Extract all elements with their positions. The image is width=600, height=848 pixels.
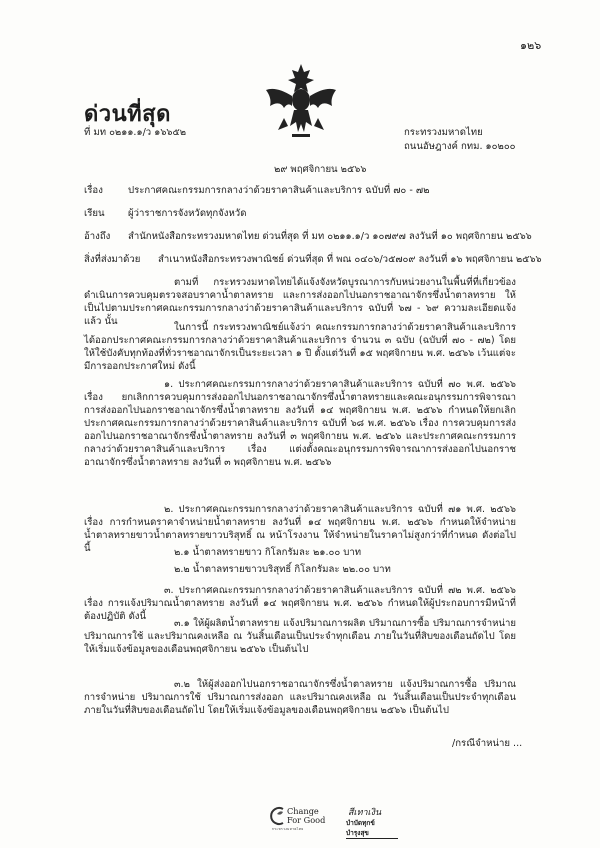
list-subitem-refined-sugar: ๒.๒ น้ำตาลทรายขาวบริสุทธิ์ กิโลกรัมละ ๒๒.๐๐ บาท [174,564,391,575]
list-item-announcement-71: ๒. ประกาศคณะกรรมการกลางว่าด้วยราคาสินค้าและบริการ ฉบับที่ ๗๑ พ.ศ. ๒๕๖๖ เรื่อง การกำหนดราคาจำหน่ายน้ำตาลทราย ลงวันที่ ๑๔ พฤศจิกายน พ.ศ. ๒๕๖๖ กำหนดให้จำหน่ายน้ำตาลทรายขาวน้ำตาลทรายขาวบริสุทธิ์ ณ หน้าโรงงาน ให้จำหน่ายในราคาไม่สูงกว่าที่กำหนด ดังต่อไปนี้ [84,504,516,554]
leaf-c-icon [268,805,286,827]
sender-address: ถนนอัษฎางค์ กทม. ๑๐๒๐๐ [404,141,516,152]
page-number-mark: ๑๒๖ [520,39,542,52]
enclosure-label: สิ่งที่ส่งมาด้วย [84,254,141,265]
recipient-text: ผู้ว่าราชการจังหวัดทุกจังหวัด [128,208,247,219]
urgency-heading: ด่วนที่สุด [84,101,171,127]
logo-change-for-good-text: Change For Good [287,806,326,825]
list-subitem-white-sugar: ๒.๑ น้ำตาลทรายขาว กิโลกรัมละ ๒๑.๐๐ บาท [174,547,362,558]
list-item-announcement-70: ๑. ประกาศคณะกรรมการกลางว่าด้วยราคาสินค้าและบริการ ฉบับที่ ๗๐ พ.ศ. ๒๕๖๖ เรื่อง ยกเลิกการควบคุมการส่งออกไปนอกราชอาณาจักรซึ่งน้ำตาลทรายและคณะอนุกรรมการพิจารณาการส่งออกไปนอกราชอาณาจักรซึ่งน้ำตาลทราย ลงวันที่ ๑๔ พฤศจิกายน พ.ศ. ๒๕๖๖ กำหนดให้ยกเลิกประกาศคณะกรรมการกลางว่าด้วยราคาสินค้าและบริการ ฉบับที่ ๖๘ พ.ศ. ๒๕๖๖ เรื่อง การควบคุมการส่งออกไปนอกราชอาณาจักรซึ่งน้ำตาลทราย ลงวันที่ ๓ พฤศจิกายน พ.ศ. ๒๕๖๖ และประกาศคณะกรรมการกลางว่าด้วยราคาสินค้าและบริการ เรื่อง แต่งตั้งคณะอนุกรรมการพิจารณาการส่งออกไปนอกราชอาณาจักรซึ่งน้ำตาลทราย ลงวันที่ ๓ พฤศจิกายน พ.ศ. ๒๕๖๖ [84,379,516,468]
list-subitem-producer-report: ๓.๑ ให้ผู้ผลิตน้ำตาลทราย แจ้งปริมาณการผลิต ปริมาณการซื้อ ปริมาณการจำหน่าย ปริมาณการใช้ และปริมาณคงเหลือ ณ วันสิ้นเดือนเป็นประจำทุกเดือน ภายในวันที่สิบของเดือนถัดไป โดยให้เริ่มแจ้งข้อมูลของเดือนพฤศจิกายน ๒๕๖๖ เป็นต้นไป [84,618,516,655]
document-date: ๒๙ พฤศจิกายน ๒๕๖๖ [274,164,367,175]
list-subitem-exporter-report: ๓.๒ ให้ผู้ส่งออกไปนอกราชอาณาจักรซึ่งน้ำตาลทราย แจ้งปริมาณการซื้อ ปริมาณการจำหน่าย ปริมาณการใช้ ปริมาณการส่งออก และปริมาณคงเหลือ ณ วันสิ้นเดือนเป็นประจำทุกเดือนภายในวันที่สิบของเดือนถัดไป โดยให้เริ่มแจ้งข้อมูลของเดือนพฤศจิกายน ๒๕๖๖ เป็นต้นไป [84,679,516,716]
reference-text: สำนักหนังสือกระทรวงมหาดไทย ด่วนที่สุด ที่ มท ๐๒๑๑.๑/ว ๑๐๗๙๗ ลงวันที่ ๑๐ พฤศจิกายน ๒๕๖๖ [128,231,532,242]
document-number: ที่ มท ๐๒๑๑.๑/ว ๑๖๖๕๒ [84,127,187,138]
list-item-announcement-72: ๓. ประกาศคณะกรรมการกลางว่าด้วยราคาสินค้าและบริการ ฉบับที่ ๗๒ พ.ศ. ๒๕๖๖ เรื่อง การแจ้งปริมาณน้ำตาลทราย ลงวันที่ ๑๔ พฤศจิกายน พ.ศ. ๒๕๖๖ กำหนดให้ผู้ประกอบการมีหน้าที่ต้องปฏิบัติ ดังนี้ [84,585,516,622]
paragraph-announcement: ในการนี้ กระทรวงพาณิชย์แจ้งว่า คณะกรรมการกลางว่าด้วยราคาสินค้าและบริการได้ออกประกาศคณะกรรมการกลางว่าด้วยราคาสินค้าและบริการ จำนวน ๓ ฉบับ (ฉบับที่ ๗๐ - ๗๒) โดยให้ใช้บังคับทุกท้องที่ทั่วราชอาณาจักรเป็นระยะเวลา ๑ ปี ตั้งแต่วันที่ ๑๕ พฤศจิกายน พ.ศ. ๒๕๖๖ เว้นแต่จะมีการออกประกาศใหม่ ดังนี้ [84,322,516,372]
subject-text: ประกาศคณะกรรมการกลางว่าด้วยราคาสินค้าและบริการ ฉบับที่ ๗๐ - ๗๒ [128,185,430,196]
paragraph-background: ตามที่ กระทรวงมหาดไทยได้แจ้งจังหวัดบูรณาการกับหน่วยงานในพื้นที่ที่เกี่ยวข้องดำเนินการควบคุมตรวจสอบราคาน้ำตาลทราย และการส่งออกไปนอกราชอาณาจักรซึ่งน้ำตาลทราย ให้เป็นไปตามประกาศคณะกรรมการกลางว่าด้วยราคาสินค้าและบริการ ฉบับที่ ๖๗ - ๖๙ ความละเอียดแจ้งแล้ว นั้น [84,277,516,327]
logo-motto-text: บำบัดทุกข์ บำรุงสุข [346,818,398,839]
logo-ministry-caption: กระทรวงมหาดไทย [272,827,304,831]
sender-org: กระทรวงมหาดไทย [404,127,483,138]
garuda-emblem-icon [262,60,340,140]
reference-label: อ้างถึง [84,231,111,242]
change-for-good-logo [268,805,338,831]
logo-script-text: สีเทาเงิน [348,808,382,818]
recipient-label: เรียน [84,208,105,219]
continuation-note: /กรณีจำหน่าย ... [452,738,523,749]
motto-logo [338,803,398,837]
enclosure-text: สำเนาหนังสือกระทรวงพาณิชย์ ด่วนที่สุด ที่ พณ ๐๔๐๖/ว๕๗๐๙ ลงวันที่ ๑๖ พฤศจิกายน ๒๕๖๖ [158,254,542,265]
subject-label: เรื่อง [84,185,103,196]
